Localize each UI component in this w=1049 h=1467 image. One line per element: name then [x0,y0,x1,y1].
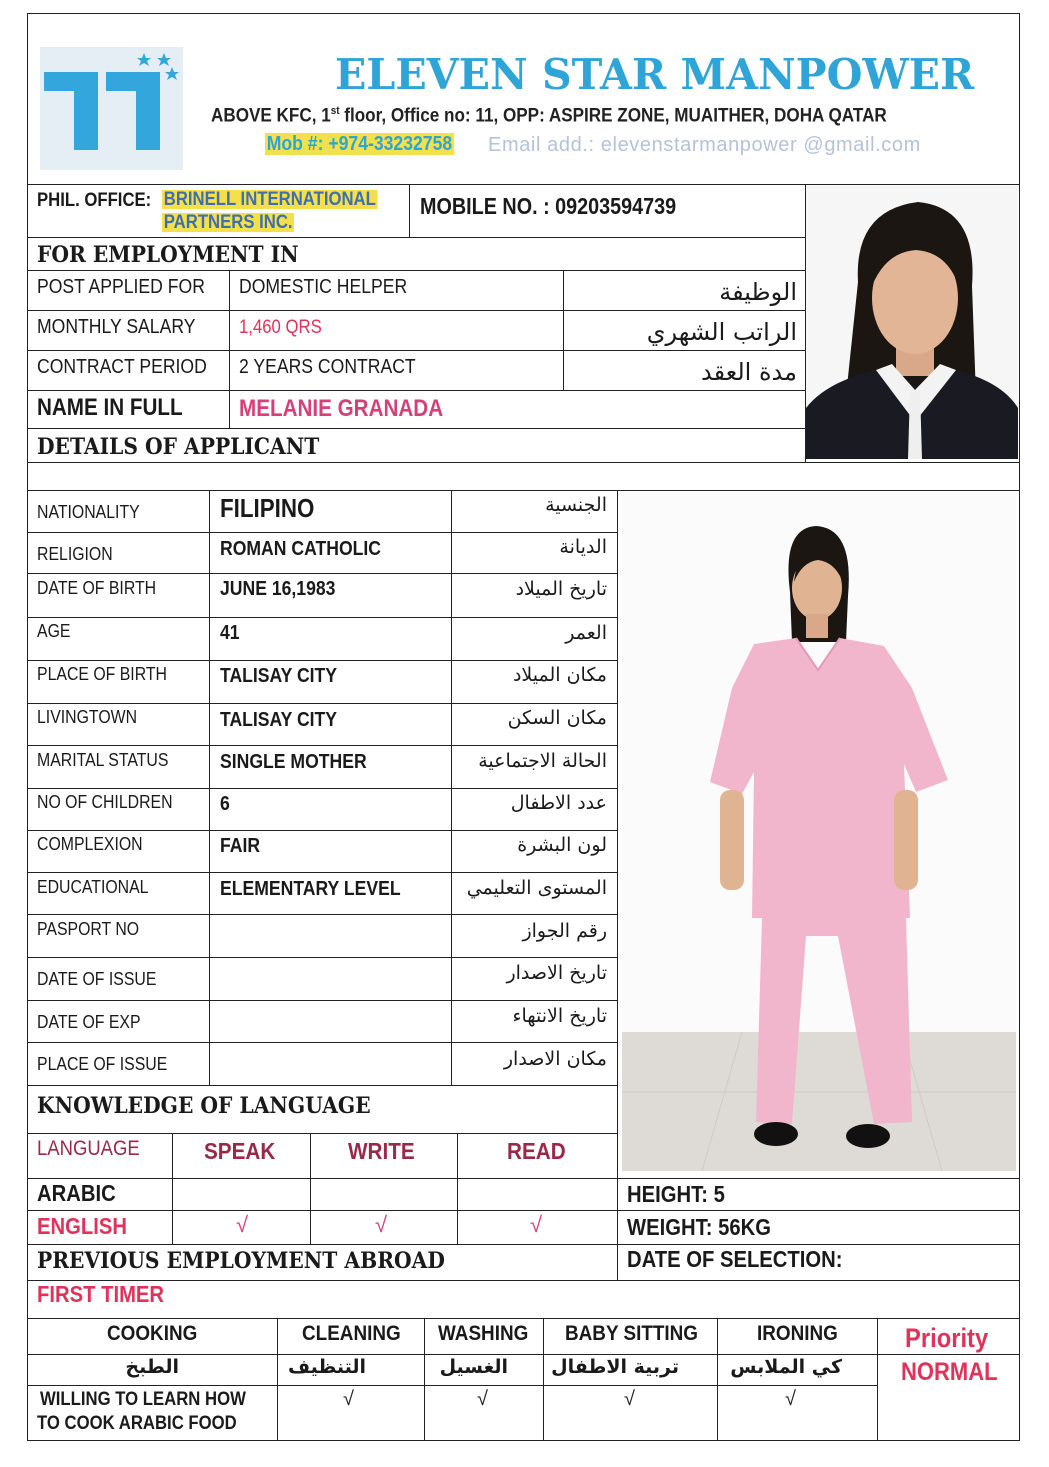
rule [27,745,617,746]
value-monthly-salary: 1,460 QRS [239,317,322,338]
weight: WEIGHT: 56KG [627,1214,771,1240]
skill-baby-sitting: BABY SITTING [565,1322,699,1345]
rule [27,390,806,391]
phil-office-label: PHIL. OFFICE: [37,190,152,211]
value-date-of-birth: JUNE 16,1983 [220,578,336,600]
arabic-nationality: الجنسية [545,494,607,516]
rule [27,788,617,789]
arabic-livingtown: مكان السكن [507,707,607,729]
washing-check: √ [477,1388,488,1410]
rule [457,1133,458,1244]
priority-value: NORMAL [901,1358,998,1386]
rule [27,617,617,618]
skill-cleaning: CLEANING [302,1322,401,1345]
phil-office-value: BRINELL INTERNATIONAL [163,189,376,210]
value-place-of-birth: TALISAY CITY [220,665,338,687]
arabic-place-of-issue: مكان الاصدار [503,1048,607,1070]
label-nationality: NATIONALITY [37,502,140,522]
value-complexion: FAIR [220,835,261,857]
rule [717,1318,718,1440]
language-arabic: ARABIC [37,1180,116,1206]
value-educational: ELEMENTARY LEVEL [220,878,401,900]
rule [27,270,806,271]
rule [229,270,230,390]
star-icon [157,53,171,66]
phil-office-value-line2: PARTNERS INC. [163,212,293,233]
rule [563,270,564,390]
value-name-in-full: MELANIE GRANADA [239,395,444,422]
skill-ironing: IRONING [757,1322,838,1345]
header-speak: SPEAK [204,1138,276,1164]
rule [27,184,1020,185]
label-passport-no: PASPORT NO [37,919,140,939]
label-date-of-birth: DATE OF BIRTH [37,578,157,598]
rule [27,532,617,533]
arabic-date-of-exp: تاريخ الانتهاء [512,1005,607,1027]
arabic-contract-period: مدة العقد [701,358,797,386]
rule [27,703,617,704]
rule [543,1318,544,1440]
value-livingtown: TALISAY CITY [220,709,338,731]
mobile-no: MOBILE NO. : 09203594739 [420,193,677,219]
skill-cooking-arabic: الطبخ [125,1356,179,1378]
arabic-no-of-children: عدد الاطفال [510,792,607,814]
company-email: Email add.: elevenstarmanpower @gmail.com [488,134,921,156]
section-title-language: KNOWLEDGE OF LANGUAGE [37,1093,371,1119]
star-icon [137,53,151,66]
arabic-place-of-birth: مكان الميلاد [512,664,607,686]
rule [27,573,617,574]
rule [27,350,806,351]
skill-ironing-arabic: كي الملابس [730,1356,842,1378]
ironing-check: √ [785,1388,796,1410]
english-speak-check: √ [236,1212,249,1237]
value-no-of-children: 6 [220,793,230,815]
skill-washing-arabic: الغسيل [439,1356,508,1378]
cooking-note-line2: TO COOK ARABIC FOOD [37,1413,237,1434]
rule [277,1318,278,1440]
value-nationality: FILIPINO [220,493,315,523]
label-livingtown: LIVINGTOWN [37,707,138,727]
section-title-details: DETAILS OF APPLICANT [37,434,320,460]
arabic-educational: المستوى التعليمي [466,877,607,899]
label-marital-status: MARITAL STATUS [37,750,169,770]
english-write-check: √ [375,1212,388,1237]
language-english: ENGLISH [37,1213,127,1239]
rule [27,237,806,238]
rule [27,957,617,958]
company-mobile: Mob #: +974-33232758 [266,133,453,155]
frame-right [1019,13,1020,1440]
value-contract-period: 2 YEARS CONTRACT [239,356,416,378]
skill-cooking: COOKING [107,1322,198,1345]
rule [877,1318,878,1440]
rule [617,490,618,1178]
rule [27,428,806,429]
label-post-applied: POST APPLIED FOR [37,276,205,298]
rule [27,1385,878,1386]
logo-mark [40,47,183,170]
label-educational: EDUCATIONAL [37,877,149,897]
rule [27,490,1020,491]
rule [310,1133,311,1244]
label-no-of-children: NO OF CHILDREN [37,792,173,812]
date-of-selection: DATE OF SELECTION: [627,1246,843,1272]
rule [27,914,617,915]
skill-baby-sitting-arabic: تربية الاطفال [551,1356,679,1378]
arabic-post-applied: الوظيفة [719,278,797,306]
baby-sitting-check: √ [624,1388,635,1410]
skill-washing: WASHING [438,1322,529,1345]
priority-label: Priority [905,1323,989,1353]
height: HEIGHT: 5 [627,1181,725,1207]
rule [27,1000,617,1001]
rule [27,1085,617,1086]
rule [27,872,617,873]
label-place-of-issue: PLACE OF ISSUE [37,1054,168,1074]
skill-cleaning-arabic: التنظيف [287,1356,366,1378]
rule [27,1280,1020,1281]
cooking-note-line1: WILLING TO LEARN HOW [40,1389,246,1410]
arabic-monthly-salary: الراتب الشهري [646,318,797,346]
star-icon [165,67,179,80]
logo [40,47,183,170]
value-religion: ROMAN CATHOLIC [220,538,381,560]
label-contract-period: CONTRACT PERIOD [37,356,207,378]
rule [27,1210,1020,1211]
rule [27,1318,1020,1319]
value-age: 41 [220,622,240,644]
arabic-marital-status: الحالة الاجتماعية [478,750,607,772]
frame-top [27,13,1020,14]
portrait-photo [806,186,1018,459]
full-body-photo [622,492,1016,1171]
rule [27,660,617,661]
arabic-age: العمر [565,622,607,644]
label-name-in-full: NAME IN FULL [37,394,183,421]
rule [409,184,410,237]
value-post-applied: DOMESTIC HELPER [239,276,408,298]
portrait-photo-icon [806,186,1018,459]
arabic-date-of-birth: تاريخ الميلاد [515,578,607,600]
cleaning-check: √ [343,1388,354,1410]
full-body-photo-icon [622,492,1016,1171]
header-write: WRITE [348,1138,415,1164]
arabic-date-of-issue: تاريخ الاصدار [506,962,607,984]
previous-employment-value: FIRST TIMER [37,1281,165,1307]
frame-bottom [27,1440,1020,1441]
label-complexion: COMPLEXION [37,834,143,854]
rule [27,1133,617,1134]
value-marital-status: SINGLE MOTHER [220,751,367,773]
header-language: LANGUAGE [37,1137,140,1160]
arabic-complexion: لون البشرة [517,834,607,856]
arabic-religion: الديانة [559,536,607,558]
rule [27,830,617,831]
rule [27,1178,1020,1179]
label-place-of-birth: PLACE OF BIRTH [37,664,167,684]
label-monthly-salary: MONTHLY SALARY [37,316,196,338]
rule [27,462,1020,463]
english-read-check: √ [530,1212,543,1237]
rule [424,1318,425,1440]
rule [172,1133,173,1244]
rule [229,390,230,428]
section-title-previous: PREVIOUS EMPLOYMENT ABROAD [37,1248,445,1274]
label-date-of-issue: DATE OF ISSUE [37,969,157,989]
frame-left [27,13,28,1440]
section-title-employment: FOR EMPLOYMENT IN [37,242,299,268]
rule [27,1354,1020,1355]
label-date-of-exp: DATE OF EXP [37,1012,141,1032]
rule [27,310,806,311]
company-address: ABOVE KFC, 1st floor, Office no: 11, OPP: ASPIRE ZONE, MUAITHER, DOHA QATAR [211,105,887,127]
label-age: AGE [37,621,71,641]
header-read: READ [507,1138,566,1164]
rule [27,1244,1020,1245]
company-name: ELEVEN STAR MANPOWER [335,50,975,99]
rule [27,1042,617,1043]
label-religion: RELIGION [37,544,113,564]
arabic-passport-no: رقم الجواز [522,920,607,942]
rule [617,1178,618,1280]
